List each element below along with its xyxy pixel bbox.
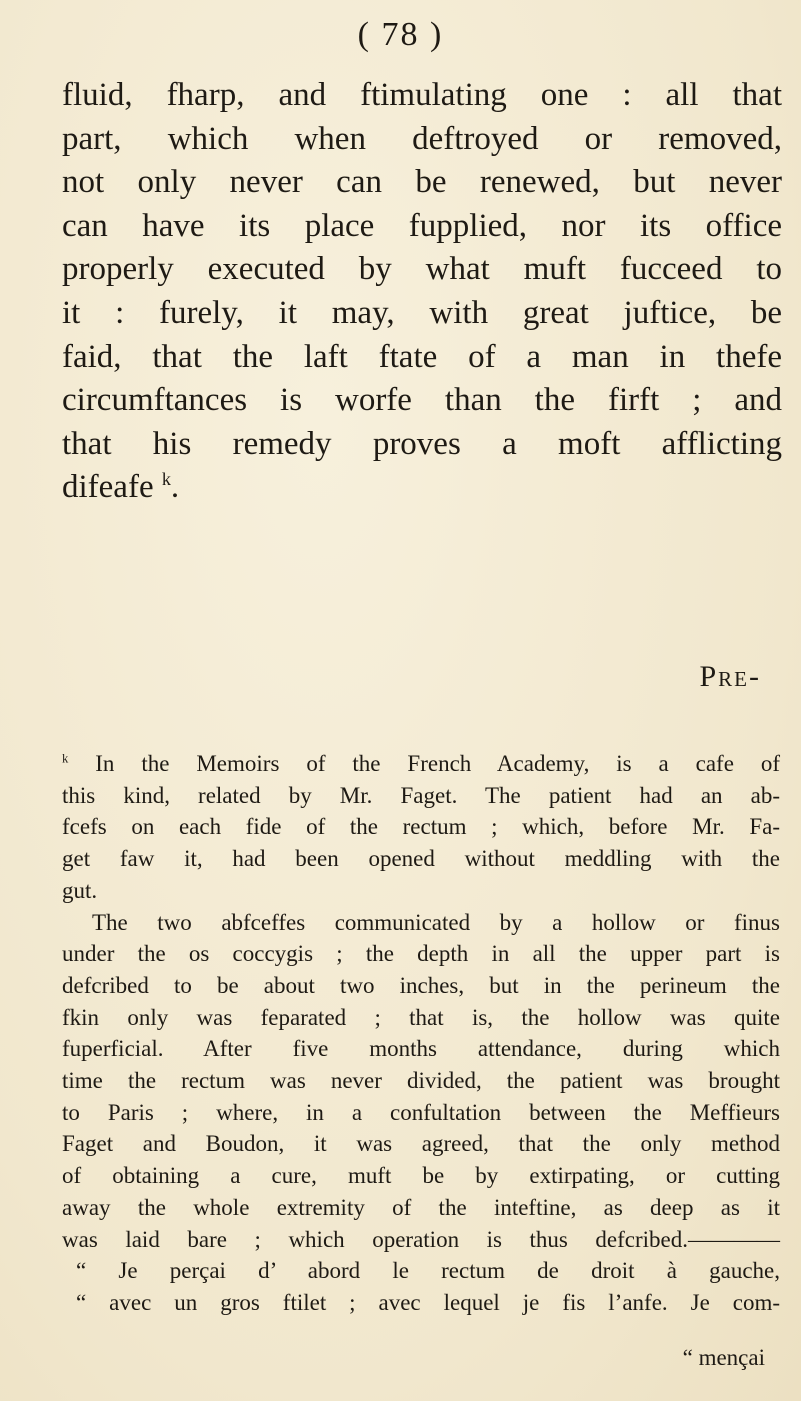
footnote-line: The two abfceffes communicated by a hollow or finus — [92, 909, 780, 935]
footnote — [62, 748, 780, 1319]
text-line: properly executed by what muft fucceed to — [62, 251, 782, 288]
footnote-line: gut. — [62, 877, 98, 903]
text-line: not only never can be renewed, but never — [62, 164, 782, 201]
footnote-line: away the whole extremity of the inteftine, as deep as it — [62, 1194, 780, 1220]
footnote-line: was laid bare ; which operation is thus defcribed.———— — [62, 1226, 780, 1252]
footnote-line — [62, 748, 780, 780]
footnote-line: this kind, related by Mr. Faget. The patient had an ab- — [62, 782, 780, 808]
catchword: Pre- — [699, 660, 761, 693]
footnote-line: to Paris ; where, in a confultation between the Meffieurs — [62, 1099, 780, 1125]
footnote-line: fkin only was feparated ; that is, the hollow was quite — [62, 1004, 780, 1030]
text-line: faid, that the laft ftate of a man in thefe — [62, 338, 782, 375]
text-line: circumftances is worfe than the firft ; and — [62, 382, 782, 419]
footnote-line: of obtaining a cure, muft be by extirpating, or cutting — [62, 1163, 780, 1189]
text-line: it : furely, it may, with great juftice, be — [62, 294, 782, 331]
footnote-first-line: In the Memoirs of the French Academy, is a cafe of — [95, 751, 780, 776]
footnote-line: fuperficial. After five months attendance, during which — [62, 1036, 780, 1062]
footnote-line: get faw it, had been opened without meddling with the — [62, 846, 780, 872]
footnote-line: “ avec un gros ftilet ; avec lequel je fis l’anfe. Je com- — [76, 1289, 780, 1315]
footnote-line: Faget and Boudon, it was agreed, that the only method — [62, 1131, 780, 1157]
footnote-line: fcefs on each fide of the rectum ; which, before Mr. Fa- — [62, 814, 780, 840]
footnote-line: defcribed to be about two inches, but in the perineum the — [62, 972, 780, 998]
footnote-line: time the rectum was never divided, the patient was brought — [62, 1068, 780, 1094]
text-line-last: difeafe $^k$. — [62, 469, 180, 506]
main-text — [62, 74, 782, 510]
text-line: fluid, fharp, and ftimulating one : all that — [62, 77, 782, 113]
footnote-line: under the os coccygis ; the depth in all the upper part is — [62, 941, 780, 967]
footnote-catchword: “ mençai — [682, 1345, 765, 1370]
footnote-marker: k — [62, 751, 69, 766]
footnote-reference: k — [161, 469, 171, 490]
footnote-line: “ Je perçai d’ abord le rectum de droit à gauche, — [76, 1258, 780, 1284]
text-line: part, which when deftroyed or removed, — [62, 120, 782, 157]
text-line: can have its place fupplied, nor its office — [62, 207, 782, 244]
text-line: that his remedy proves a moft afflicting — [62, 425, 782, 462]
page-number: ( 78 ) — [357, 16, 444, 53]
last-line-text: difeafe — [62, 469, 154, 506]
